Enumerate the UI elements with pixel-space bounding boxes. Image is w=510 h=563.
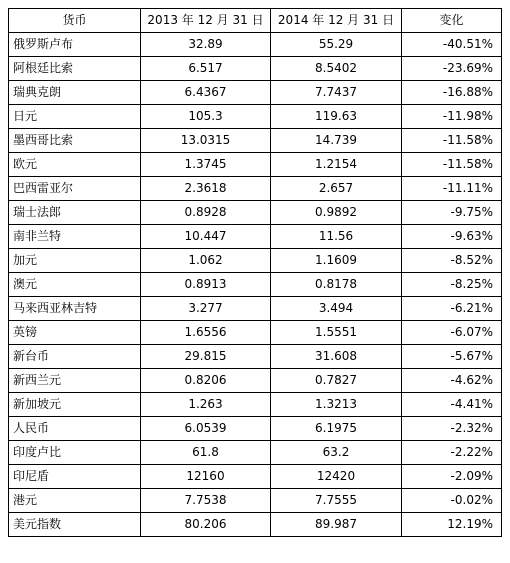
change-cell: -2.32%: [402, 417, 502, 441]
currency-name-cell: 加元: [9, 249, 141, 273]
change-cell: -2.09%: [402, 465, 502, 489]
rate-2014-cell: 1.1609: [271, 249, 402, 273]
currency-name-cell: 瑞典克朗: [9, 81, 141, 105]
change-cell: -11.58%: [402, 153, 502, 177]
rate-2014-cell: 1.2154: [271, 153, 402, 177]
rate-2014-cell: 7.7555: [271, 489, 402, 513]
exchange-rate-table: [8, 8, 502, 537]
currency-name-cell: 新加坡元: [9, 393, 141, 417]
rate-2014-cell: 6.1975: [271, 417, 402, 441]
rate-2014-cell: 14.739: [271, 129, 402, 153]
rate-2013-cell: 3.277: [141, 297, 271, 321]
rate-2014-cell: 2.657: [271, 177, 402, 201]
currency-name-cell: 瑞士法郎: [9, 201, 141, 225]
rate-2014-cell: 63.2: [271, 441, 402, 465]
change-cell: -11.58%: [402, 129, 502, 153]
change-cell: -4.62%: [402, 369, 502, 393]
rate-2013-cell: 10.447: [141, 225, 271, 249]
table-row: [9, 321, 502, 345]
rate-2014-cell: 8.5402: [271, 57, 402, 81]
table-row: [9, 177, 502, 201]
rate-2013-cell: 32.89: [141, 33, 271, 57]
rate-2013-cell: 7.7538: [141, 489, 271, 513]
table-row: [9, 465, 502, 489]
table-row: [9, 369, 502, 393]
change-cell: -11.98%: [402, 105, 502, 129]
rate-2013-cell: 1.263: [141, 393, 271, 417]
currency-name-cell: 人民币: [9, 417, 141, 441]
rate-2013-cell: 1.3745: [141, 153, 271, 177]
rate-2013-cell: 6.517: [141, 57, 271, 81]
table-row: [9, 201, 502, 225]
change-cell: -6.07%: [402, 321, 502, 345]
rate-2014-cell: 119.63: [271, 105, 402, 129]
rate-2013-cell: 0.8206: [141, 369, 271, 393]
rate-2014-cell: 89.987: [271, 513, 402, 537]
rate-2013-cell: 105.3: [141, 105, 271, 129]
rate-2014-cell: 12420: [271, 465, 402, 489]
currency-name-cell: 澳元: [9, 273, 141, 297]
rate-2014-cell: 0.8178: [271, 273, 402, 297]
rate-2014-cell: 0.7827: [271, 369, 402, 393]
change-cell: -6.21%: [402, 297, 502, 321]
change-cell: -4.41%: [402, 393, 502, 417]
currency-name-cell: 日元: [9, 105, 141, 129]
currency-name-cell: 新台币: [9, 345, 141, 369]
rate-2013-cell: 1.062: [141, 249, 271, 273]
rate-2013-cell: 13.0315: [141, 129, 271, 153]
change-cell: 12.19%: [402, 513, 502, 537]
header-change: 变化: [402, 9, 502, 33]
table-row: [9, 513, 502, 537]
currency-name-cell: 俄罗斯卢布: [9, 33, 141, 57]
table-row: [9, 33, 502, 57]
change-cell: -16.88%: [402, 81, 502, 105]
exchange-rate-table-container: [8, 8, 502, 537]
table-row: [9, 249, 502, 273]
change-cell: -9.63%: [402, 225, 502, 249]
change-cell: -9.75%: [402, 201, 502, 225]
currency-name-cell: 阿根廷比索: [9, 57, 141, 81]
table-body: [9, 33, 502, 537]
currency-name-cell: 巴西雷亚尔: [9, 177, 141, 201]
table-header-row: [9, 9, 502, 33]
table-row: [9, 441, 502, 465]
table-row: [9, 81, 502, 105]
change-cell: -8.52%: [402, 249, 502, 273]
rate-2014-cell: 1.5551: [271, 321, 402, 345]
table-row: [9, 225, 502, 249]
rate-2013-cell: 0.8913: [141, 273, 271, 297]
rate-2013-cell: 2.3618: [141, 177, 271, 201]
rate-2014-cell: 3.494: [271, 297, 402, 321]
currency-name-cell: 印尼盾: [9, 465, 141, 489]
table-row: [9, 345, 502, 369]
table-row: [9, 129, 502, 153]
rate-2014-cell: 55.29: [271, 33, 402, 57]
table-row: [9, 417, 502, 441]
change-cell: -0.02%: [402, 489, 502, 513]
rate-2013-cell: 61.8: [141, 441, 271, 465]
table-row: [9, 105, 502, 129]
rate-2013-cell: 29.815: [141, 345, 271, 369]
table-row: [9, 273, 502, 297]
rate-2013-cell: 12160: [141, 465, 271, 489]
currency-name-cell: 墨西哥比索: [9, 129, 141, 153]
currency-name-cell: 英镑: [9, 321, 141, 345]
header-2013-date: 2013 年 12 月 31 日: [141, 9, 271, 33]
table-row: [9, 393, 502, 417]
header-2014-date: 2014 年 12 月 31 日: [271, 9, 402, 33]
currency-name-cell: 欧元: [9, 153, 141, 177]
change-cell: -2.22%: [402, 441, 502, 465]
currency-name-cell: 马来西亚林吉特: [9, 297, 141, 321]
currency-name-cell: 新西兰元: [9, 369, 141, 393]
change-cell: -8.25%: [402, 273, 502, 297]
rate-2013-cell: 80.206: [141, 513, 271, 537]
rate-2014-cell: 1.3213: [271, 393, 402, 417]
change-cell: -11.11%: [402, 177, 502, 201]
change-cell: -23.69%: [402, 57, 502, 81]
rate-2014-cell: 11.56: [271, 225, 402, 249]
rate-2014-cell: 0.9892: [271, 201, 402, 225]
table-row: [9, 297, 502, 321]
change-cell: -40.51%: [402, 33, 502, 57]
rate-2013-cell: 1.6556: [141, 321, 271, 345]
currency-name-cell: 美元指数: [9, 513, 141, 537]
change-cell: -5.67%: [402, 345, 502, 369]
rate-2013-cell: 0.8928: [141, 201, 271, 225]
currency-name-cell: 印度卢比: [9, 441, 141, 465]
rate-2013-cell: 6.4367: [141, 81, 271, 105]
header-currency: 货币: [9, 9, 141, 33]
table-row: [9, 153, 502, 177]
rate-2013-cell: 6.0539: [141, 417, 271, 441]
table-row: [9, 57, 502, 81]
table-row: [9, 489, 502, 513]
rate-2014-cell: 31.608: [271, 345, 402, 369]
currency-name-cell: 南非兰特: [9, 225, 141, 249]
rate-2014-cell: 7.7437: [271, 81, 402, 105]
currency-name-cell: 港元: [9, 489, 141, 513]
